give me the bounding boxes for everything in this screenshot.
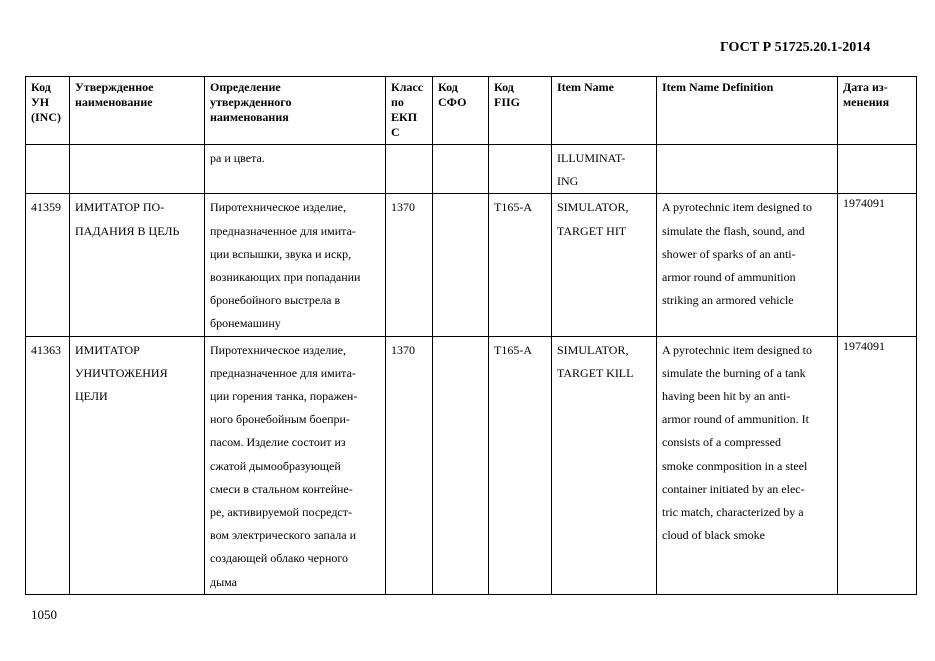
text-line: ING	[557, 174, 579, 189]
col-header-sfo	[433, 77, 489, 145]
col-header-inc	[26, 77, 70, 145]
text-line: smoke conmposition in a steel	[662, 458, 808, 473]
text-line: Дата из-	[843, 80, 888, 94]
text-line: ILLUMINAT-	[557, 151, 626, 165]
table-header-row	[26, 77, 917, 145]
col-header-item-name-definition	[657, 77, 838, 145]
text-line: Item Name	[557, 80, 614, 94]
cell-inc	[26, 145, 70, 194]
text-line: Определение	[210, 80, 281, 94]
cell-item-name	[552, 145, 657, 194]
text-line: пасом. Изделие состоит из	[210, 435, 346, 450]
table-row	[26, 194, 917, 336]
text-line: shower of sparks of an anti-	[662, 246, 796, 261]
col-header-approved-name	[70, 77, 205, 145]
cell-sfo	[433, 336, 489, 594]
cell-sfo	[433, 145, 489, 194]
nomenclature-table	[25, 76, 917, 595]
col-header-change-date	[838, 77, 917, 145]
table-row	[26, 336, 917, 594]
cell-approved-name	[70, 194, 205, 336]
text-line: having been hit by an anti-	[662, 389, 791, 404]
text-line: создающей облако черного	[210, 551, 348, 566]
cell-change-date	[838, 145, 917, 194]
cell-class: 1370	[386, 194, 433, 336]
text-line: предназначенное для имита-	[210, 223, 356, 238]
text-line: предназначенное для имита-	[210, 365, 356, 380]
text-line: TARGET HIT	[557, 223, 627, 238]
cell-item-name-definition	[657, 145, 838, 194]
text-line: Утвержденное	[75, 80, 154, 94]
cell-change-date: 1974091	[838, 336, 917, 594]
text-line: ЕКП	[391, 110, 418, 124]
text-line: armor round of ammunition	[662, 270, 796, 285]
text-line: ции вспышки, звука и искр,	[210, 246, 352, 261]
cell-fiig: T165-A	[489, 194, 552, 336]
text-line: tric match, characterized by a	[662, 505, 804, 520]
text-line: наименование	[75, 95, 153, 109]
col-header-item-name	[552, 77, 657, 145]
cell-fiig: T165-A	[489, 336, 552, 594]
text-line: Пиротехническое изделие,	[210, 200, 346, 215]
col-header-fiig	[489, 77, 552, 145]
text-line: FIIG	[494, 95, 521, 109]
cell-sfo	[433, 194, 489, 336]
cell-class	[386, 145, 433, 194]
text-line: simulate the burning of a tank	[662, 365, 806, 380]
text-line: TARGET KILL	[557, 365, 634, 380]
cell-definition	[205, 194, 386, 336]
text-line: возникающих при попадании	[210, 270, 361, 285]
cell-approved-name	[70, 145, 205, 194]
text-line: утвержденного	[210, 95, 292, 109]
text-line: УНИЧТОЖЕНИЯ	[75, 365, 168, 380]
text-line: striking an armored vehicle	[662, 293, 794, 308]
text-line: Item Name Definition	[662, 80, 774, 94]
text-line: менения	[843, 95, 890, 109]
text-line: Код	[31, 80, 51, 94]
cell-item-name-definition	[657, 194, 838, 336]
cell-definition	[205, 145, 386, 194]
cell-change-date: 1974091	[838, 194, 917, 336]
cell-item-name	[552, 336, 657, 594]
table-row	[26, 145, 917, 194]
text-line: бронебойного выстрела в	[210, 293, 341, 308]
col-header-definition	[205, 77, 386, 145]
text-line: cloud of black smoke	[662, 528, 765, 543]
text-line: ного бронебойным боепри-	[210, 412, 350, 427]
text-line: бронемашину	[210, 316, 281, 331]
document-code: ГОСТ Р 51725.20.1-2014	[720, 40, 871, 55]
text-line: С	[391, 125, 400, 139]
text-line: (INC)	[31, 110, 61, 124]
cell-class: 1370	[386, 336, 433, 594]
text-line: по	[391, 95, 404, 109]
text-line: Код	[438, 80, 458, 94]
text-line: наименования	[210, 110, 289, 124]
text-line: Класс	[391, 80, 424, 94]
text-line: ра и цвета.	[210, 151, 265, 165]
cell-inc: 41359	[26, 194, 70, 336]
cell-inc: 41363	[26, 336, 70, 594]
text-line: Код	[494, 80, 514, 94]
text-line: ПАДАНИЯ В ЦЕЛЬ	[75, 223, 180, 238]
text-line: Пиротехническое изделие,	[210, 342, 346, 357]
cell-definition	[205, 336, 386, 594]
text-line: consists of a compressed	[662, 435, 781, 450]
cell-item-name-definition	[657, 336, 838, 594]
text-line: armor round of ammunition. It	[662, 412, 809, 427]
text-line: дыма	[210, 574, 238, 589]
text-line: container initiated by an elec-	[662, 481, 805, 496]
text-line: ИМИТАТОР ПО-	[75, 200, 165, 215]
text-line: ре, активируемой посредст-	[210, 505, 352, 520]
text-line: УН	[31, 95, 50, 109]
text-line: смеси в стальном контейне-	[210, 481, 353, 496]
text-line: ции горения танка, поражен-	[210, 389, 358, 404]
text-line: A pyrotechnic item designed to	[662, 200, 812, 215]
cell-approved-name	[70, 336, 205, 594]
text-line: сжатой дымообразующей	[210, 458, 341, 473]
text-line: A pyrotechnic item designed to	[662, 342, 812, 357]
text-line: ИМИТАТОР	[75, 342, 140, 357]
text-line: вом электрического запала и	[210, 528, 357, 543]
text-line: SIMULATOR,	[557, 342, 629, 357]
text-line: СФО	[438, 95, 467, 109]
cell-item-name	[552, 194, 657, 336]
page-number: 1050	[31, 607, 57, 622]
text-line: simulate the flash, sound, and	[662, 223, 805, 238]
text-line: SIMULATOR,	[557, 200, 629, 215]
text-line: ЦЕЛИ	[75, 389, 108, 404]
col-header-class	[386, 77, 433, 145]
cell-fiig	[489, 145, 552, 194]
